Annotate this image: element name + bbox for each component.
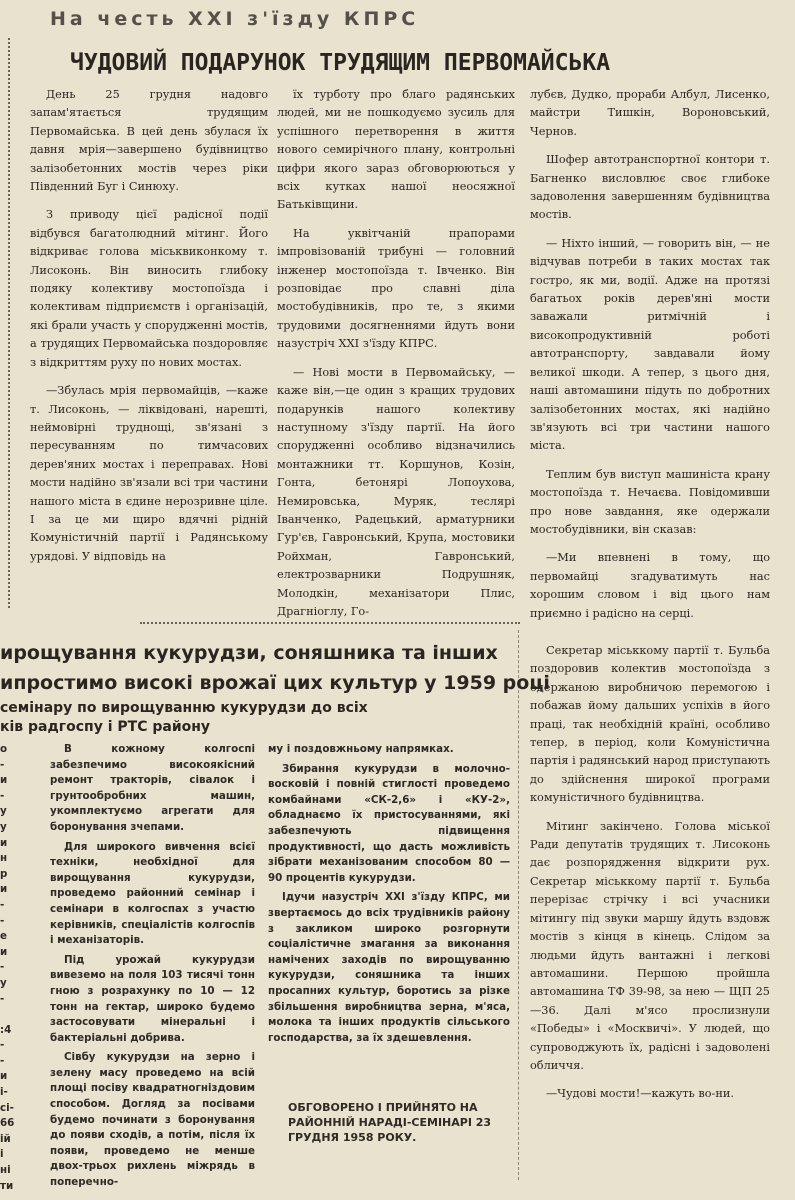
- headline: ЧУДОВИЙ ПОДАРУНОК ТРУДЯЩИМ ПЕРВОМАЙСЬКА: [70, 50, 611, 76]
- paragraph: Збирання кукурудзи в молочно-восковій і повній стиглості проведемо комбайнами «СК-2,6» і «КУ-2», обладнаємо їх пристосуваннями, які забезпечують підвищення продуктивності, що дасть можливість зібрати механізованим способом 80 — 90 процентів кукурудзи.: [268, 762, 510, 884]
- closing-note: ОБГОВОРЕНО І ПРИЙНЯТО НА РАЙОННІЙ НАРАДІ-СЕМІНАРІ 23 ГРУДНЯ 1958 РОКУ.: [288, 1101, 492, 1144]
- margin-fragment: і: [0, 1148, 4, 1161]
- margin-fragment: р: [0, 867, 8, 880]
- paragraph: Шофер автотранспортної контори т. Багненко висловлює своє глибоке задоволення завершенням будівництва мостів.: [530, 153, 770, 222]
- article-column-1: [30, 86, 268, 566]
- paragraph: —Збулась мрія первомайців, —каже т. Лисоконь, — ліквідовані, нарешті, неймовірні труднощі, зв'язані з пересуванням по тимчасових дерев'яних мостах і переправах. Нові мости надійно зв'язали всі три частини нашого міста в єдине нерозривне ціле. І за це ми щиро вдячні рідній Комуністичній партії і Радянському урядові. У відповідь на: [30, 384, 268, 563]
- paragraph: Теплим був виступ машиніста крану мостопоїзда т. Нечаєва. Повідомивши про нове завдання, яке одержали мостобудівники, він сказав:: [530, 467, 770, 536]
- margin-fragment: и: [0, 836, 8, 849]
- margin-fragment: -: [0, 789, 5, 802]
- paragraph: В кожному колгоспі забезпечимо високоякісний ремонт тракторів, сівалок і грунтообробних машин, укомплектуємо агрегати для боронування зчепами.: [50, 743, 255, 833]
- paragraph: Сівбу кукурудзи на зерно і зелену масу проведемо на всій площі посіву квадратногніздовим способом. Догляд за посівами будемо починати з боронування до появи сходів, а потім, після їх появи, проведемо не менше двох-трьох рихлень міжрядь в поперечно-: [50, 1051, 255, 1189]
- margin-fragment: н: [0, 852, 8, 865]
- section-divider: [140, 622, 520, 624]
- article-column-3-continued: [530, 642, 770, 1104]
- margin-fragment: ні: [0, 1164, 11, 1177]
- margin-fragment: -: [0, 961, 5, 974]
- paragraph: лубєв, Дудко, прораби Албул, Лисенко, майстри Тишкін, Вороновський, Чернов.: [530, 88, 770, 138]
- paragraph: му і поздовжньому напрямках.: [268, 743, 454, 755]
- margin-fragment: о: [0, 743, 8, 755]
- margin-fragment: і-: [0, 1086, 8, 1099]
- paragraph: Мітинг закінчено. Голова міської Ради депутатів трудящих т. Лисоконь дає розпорядження відкрити рух. Секретар міськкому партії т. Бульба перерізає стрічку і всі учасники мітингу під звуки маршу йдуть вздовж мостів з кінця в кінець. Слідом за людьми йдуть вантажні і легкові автомашини. Першою пройшла автомашина ТФ 39-98, за нею — ЩП 25—36. Далі м'ясо прослизнули «Победы» і «Москвичі». У людей, що супроводжують їх, радісні і задоволені обличчя.: [530, 819, 770, 1072]
- margin-fragment: ти: [0, 1179, 14, 1192]
- section-heading-line-2: ипростимо високі врожаї цих культур у 1959 році: [0, 672, 550, 694]
- margin-fragment: -: [0, 992, 5, 1005]
- column-rule: [518, 630, 519, 1180]
- margin-fragment: и: [0, 945, 8, 958]
- paragraph: — Ніхто інший, — говорить він, — не відчував потреби в таких мостах так гостро, як ми, водії. Адже на протязі багатьох років дерев'яні мости заважали ритмічній і високопродуктивній роботі автотранспорту, завдавали йому великої шкоди. А тепер, з цього дня, наші автомашини підуть по добротних залізобетонних мостах, які надійно зв'язують всі три частини нашого міста.: [530, 236, 770, 453]
- section-subheading-line-2: ків радгоспу і РТС району: [0, 719, 211, 735]
- paragraph: Під урожай кукурудзи вивеземо на поля 103 тисячі тонн гною з розрахунку по 10 — 12 тонн на гектар, широко будемо застосовувати мінеральні і бактеріальні добрива.: [50, 953, 255, 1044]
- margin-fragment: -: [0, 914, 5, 927]
- article-column-3: [530, 86, 770, 623]
- paragraph: День 25 грудня надовго запам'ятається трудящим Первомайська. В цей день збулася їх давня мрія—завершено будівництво залізобетонних мостів через ріки Південний Буг і Синюху.: [30, 88, 268, 194]
- paragraph: їх турботу про благо радянських людей, ми не пошкодуємо зусиль для успішного перетворення в життя нового семирічного плану, контрольні цифри якого зараз обговорюються у всіх кутках нашої неосяжної Батьківщини.: [277, 88, 515, 212]
- left-dotted-border: [8, 38, 10, 608]
- article-column-2: [277, 86, 515, 621]
- section-subheading-line-1: семінару по вирощуванню кукурудзи до всіх: [0, 700, 368, 716]
- margin-fragment: ій: [0, 1132, 11, 1145]
- margin-fragment: -: [0, 758, 5, 771]
- appeal-column-1: [50, 742, 255, 1191]
- margin-fragment: -: [0, 1039, 5, 1052]
- margin-fragment: у: [0, 820, 7, 833]
- cut-off-margin-column: [0, 742, 18, 1194]
- margin-fragment: у: [0, 976, 7, 989]
- margin-fragment: и: [0, 774, 8, 787]
- appeal-column-2: [268, 742, 510, 1046]
- paragraph: З приводу цієї радісної події відбувся багатолюдний мітинг. Його відкриває голова міськвиконкому т. Лисоконь. Він виносить глибоку подяку колективу мостопоїзда і колективам підприємств і організацій, які брали участь у спорудженні мостів, а трудящих Первомайська поздоровляє з відкриттям руху по нових мостах.: [30, 208, 268, 369]
- margin-fragment: е: [0, 930, 7, 943]
- margin-fragment: и: [0, 883, 8, 896]
- margin-fragment: 66: [0, 1117, 15, 1130]
- rubric: На честь XXI з'їзду КПРС: [50, 8, 420, 30]
- paragraph: Ідучи назустріч XXI з'їзду КПРС, ми звертаємось до всіх трудівників району з закликом широко розгорнути соціалістичне змагання за виконання намічених заходів по вирощуванню кукурудзи, соняшника та інших просапних культур, боротись за різке збільшення виробництва зерна, м'яса, молока та інших продуктів сільського господарства, за їх здешевлення.: [268, 891, 510, 1044]
- paragraph: —Чудові мости!—кажуть во-ни.: [546, 1087, 734, 1101]
- margin-fragment: [0, 1007, 18, 1023]
- margin-fragment: -: [0, 1054, 5, 1067]
- paragraph: Секретар міськкому партії т. Бульба поздоровив колектив мостопоїзда з одержаною виробничою перемогою і побажав йому дальших успіхів в його праці, так необхідній країні, особливо тепер, в період, коли Комуністична партія і радянський народ приступають до здійснення широкої програми комуністичного будівництва.: [530, 644, 770, 805]
- section-heading-line-1: ирощування кукурудзи, соняшника та інших: [0, 642, 498, 664]
- margin-fragment: сі-: [0, 1101, 14, 1114]
- paragraph: —Ми впевнені в тому, що первомайці згадуватимуть нас хорошим словом і від цього нам приємно і радісно на серці.: [530, 551, 770, 620]
- paragraph: — Нові мости в Первомайську, —каже він,—це один з кращих трудових подарунків нашого колективу наступному з'їзду партії. На його спорудженні особливо відзначились монтажники тт. Коршунов, Козін, Гонта, бетонярі Лопоухова, Немировська, Муряк, теслярі Іванченко, Радецький, арматурники Гур'єв, Гавронський, Крупа, мостовики Ройхман, Гавронський, електрозварники Подрушняк, Молодкін, механізатори Плис, Драгніоглу, Го-: [277, 365, 515, 618]
- paragraph: Для широкого вивчення всієї техніки, необхідної для вирощування кукурудзи, проведемо районний семінар і семінари в колгоспах з участю керівників, спеціалістів колгоспів і механізаторів.: [50, 840, 255, 947]
- paragraph: На уквітчаній прапорами імпровізованій трибуні — головний інженер мостопоїзда т. Івченко. Він розповідає про славні діла мостобудівників, про те, з якими трудовими досягненнями йдуть вони назустріч XXI з'їзду КПРС.: [277, 226, 515, 351]
- margin-fragment: и: [0, 1070, 8, 1083]
- margin-fragment: :4: [0, 1023, 12, 1036]
- margin-fragment: -: [0, 898, 5, 911]
- margin-fragment: у: [0, 805, 7, 818]
